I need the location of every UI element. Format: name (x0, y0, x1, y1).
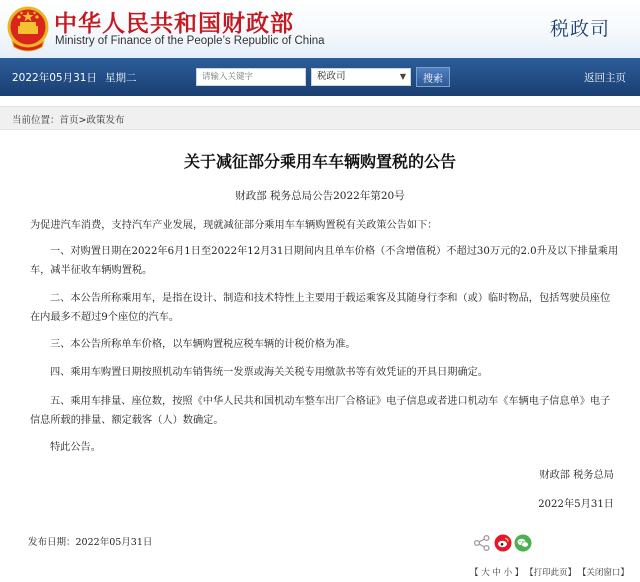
print-page-link[interactable]: 【打印此页】 (529, 568, 577, 578)
font-size-toggle[interactable]: 【 大 中 小 】 (470, 568, 524, 578)
share-bar (473, 534, 533, 552)
breadcrumb-bar (0, 106, 640, 130)
wechat-icon[interactable] (514, 534, 532, 552)
publish-date-value: 2022年05月31日 (75, 537, 153, 548)
site-name-cn: 中华人民共和国财政部 (54, 11, 294, 37)
article-paragraph-5: 五、乘用车排量、座位数，按照《中华人民共和国机动车整车出厂合格证》电子信息或者进口机动车《车辆电子信息单》电子信息所载的排量、额定载客（人）数确定。 (30, 396, 611, 426)
breadcrumb (12, 112, 125, 126)
publish-date (28, 534, 152, 548)
breadcrumb-section-link[interactable]: 政策发布 (86, 115, 125, 126)
home-link[interactable]: 返回主页 (584, 72, 626, 84)
article-intro: 为促进汽车消费，支持汽车产业发展，现就减征部分乘用车车辆购置税有关政策公告如下： (30, 220, 438, 231)
article-paragraph-3: 三、本公告所称单车价格，以车辆购置税应税车辆的计税价格为准。 (50, 339, 356, 350)
document-number: 财政部 税务总局公告2022年第20号 (235, 190, 405, 202)
nav-bar (0, 58, 640, 96)
date-text: 2022年05月31日 (12, 72, 97, 84)
national-emblem-icon (6, 3, 50, 53)
search-button[interactable]: 搜索 (416, 67, 450, 87)
page-tools (470, 566, 635, 578)
publish-label: 发布日期： (28, 537, 76, 548)
site-name-en: Ministry of Finance of the People’s Republic of China (55, 35, 325, 47)
weekday-text: 星期二 (104, 72, 137, 84)
close-window-link[interactable]: 【关闭窗口】 (582, 568, 629, 578)
weibo-icon[interactable] (494, 534, 512, 552)
article-paragraph-2: 二、本公告所称乘用车，是指在设计、制造和技术特性上主要用于载运乘客及其随身行李和（或）临时物品，包括驾驶员座位在内最多不超过9个座位的汽车。 (30, 293, 611, 323)
breadcrumb-home-link[interactable]: 首页 (59, 115, 79, 126)
article-title: 关于减征部分乘用车车辆购置税的公告 (183, 152, 456, 171)
site-header (0, 0, 640, 58)
breadcrumb-separator: > (78, 115, 87, 126)
signatory: 财政部 税务总局 (539, 470, 614, 481)
sign-date: 2022年5月31日 (538, 499, 614, 510)
scope-value: 税政司 (317, 71, 346, 82)
current-date (12, 70, 144, 85)
breadcrumb-prefix: 当前位置： (12, 115, 60, 126)
department-title: 税政司 (549, 18, 610, 40)
search-input[interactable] (196, 68, 306, 86)
article-paragraph-4: 四、乘用车购置日期按照机动车销售统一发票或海关关税专用缴款书等有效凭证的开具日期确定。 (50, 367, 489, 378)
search-scope-select[interactable] (311, 68, 411, 86)
article-paragraph-1: 一、对购置日期在2022年6月1日至2022年12月31日期间内且单车价格（不含增值税）不超过30万元的2.0升及以下排量乘用车，减半征收车辆购置税。 (30, 246, 619, 276)
article-closing: 特此公告。 (50, 442, 101, 453)
share-icon[interactable] (473, 534, 491, 552)
chevron-down-icon: ▼ (399, 72, 406, 81)
